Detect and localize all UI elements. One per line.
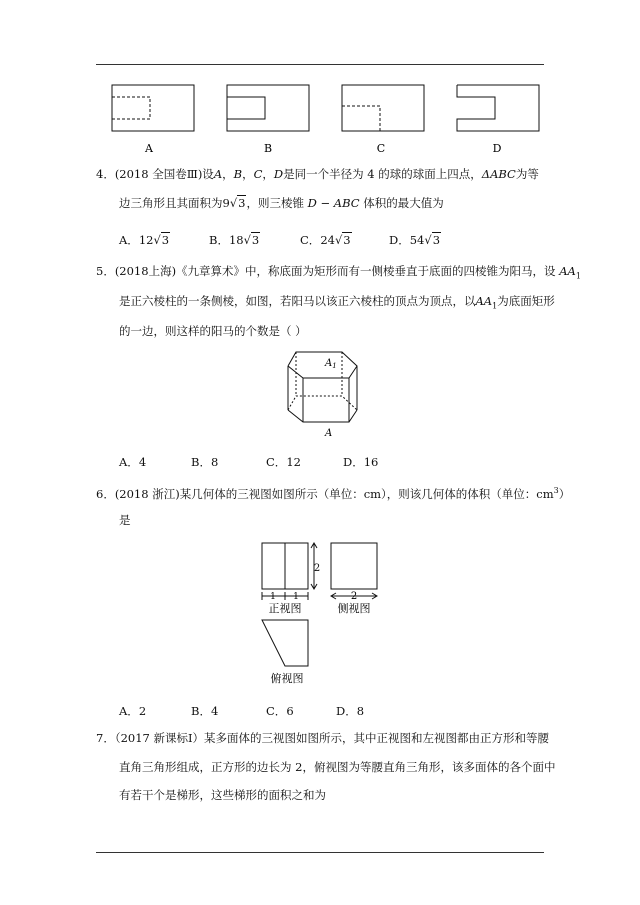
q5-option-a: A．4	[119, 455, 147, 469]
q4-line-2: 边三角形且其面积为9√3，则三棱锥 D − ABC 体积的最大值为	[119, 196, 444, 210]
dim-w2: 1	[293, 592, 299, 602]
q6-option-d: D．8	[336, 704, 365, 718]
q5-line-1: 5．(2018上海)《九章算术》中，称底面为矩形而有一侧棱垂直于底面的四棱锥为阳马，设 $AA_1$	[96, 264, 581, 281]
q6-line-1: 6．(2018 浙江)某几何体的三视图如图所示（单位：cm），则该几何体的体积（单位：$cm^3$）	[96, 486, 571, 501]
q7-line-3: 有若干个是梯形，这些梯形的面积之和为	[119, 788, 326, 802]
q5-line-2: 是正六棱柱的一条侧棱，如图，若阳马以该正六棱柱的顶点为顶点，以$AA_1$为底面矩形	[119, 294, 555, 311]
q4-option-c: C．24√3	[300, 233, 351, 247]
footer-rule	[96, 852, 544, 853]
prism-label-a: A	[325, 428, 333, 439]
q5-option-c: C．12	[266, 455, 301, 469]
q5-option-d: D．16	[343, 455, 379, 469]
dim-height: 2	[313, 563, 321, 574]
q4-line-1: 4．(2018 全国卷Ⅲ)设A，B，C，D是同一个半径为 4 的球的球面上四点，ΔABC为等	[96, 167, 539, 181]
q5-option-b: B．8	[191, 455, 219, 469]
top-view-label: 俯视图	[270, 672, 304, 685]
q3-label-d: D	[492, 142, 502, 155]
q4-option-b: B．18√3	[209, 233, 260, 247]
prism-label-a1: $A_1$	[325, 358, 337, 370]
q3-label-b: B	[263, 142, 273, 155]
q7-line-2: 直角三角形组成，正方形的边长为 2，俯视图为等腰直角三角形，该多面体的各个面中	[119, 760, 556, 774]
front-view-label: 正视图	[268, 602, 302, 615]
q4-option-d: D．54√3	[389, 233, 441, 247]
q6-option-a: A．2	[119, 704, 147, 718]
side-view-label: 侧视图	[337, 602, 371, 615]
q6-option-c: C．6	[266, 704, 294, 718]
dim-w1: 1	[270, 592, 276, 602]
q5-line-3: 的一边，则这样的阳马的个数是（ ）	[119, 324, 307, 338]
dim-side: 2	[350, 591, 358, 602]
q3-label-c: C	[376, 142, 386, 155]
q6-line-2: 是	[119, 513, 131, 527]
q6-option-b: B．4	[191, 704, 219, 718]
q4-option-a: A．12√3	[119, 233, 170, 247]
q3-label-a: A	[145, 142, 153, 155]
q7-line-1: 7．（2017 新课标Ⅰ）某多面体的三视图如图所示，其中正视图和左视图都由正方形和等腰	[96, 731, 550, 745]
